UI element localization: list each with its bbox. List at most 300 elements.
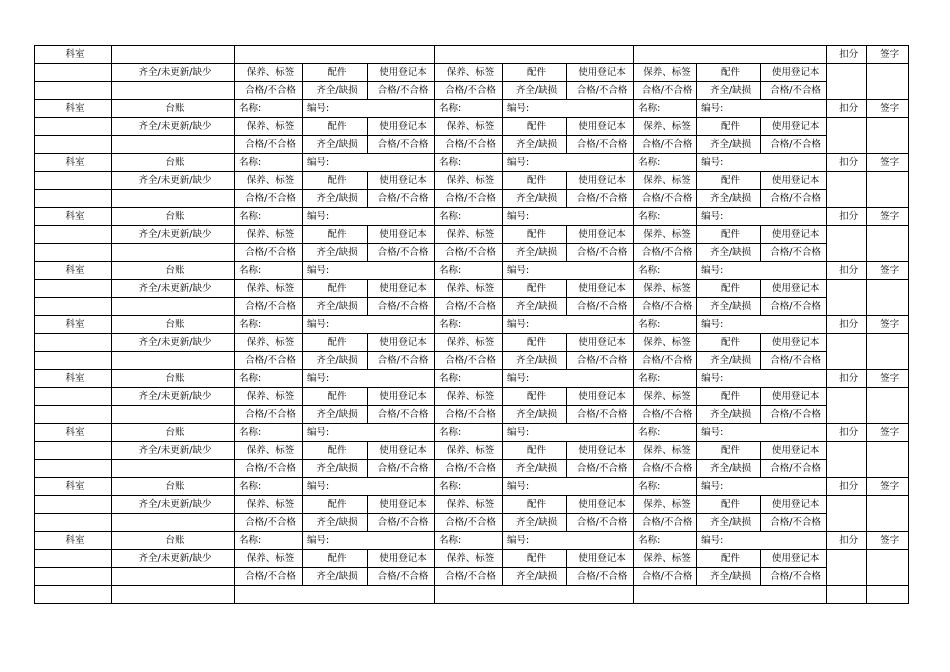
maintain-label: 保养、标签 (634, 442, 697, 460)
maintain-result-option: 合格/不合格 (435, 298, 503, 316)
parts-result-option: 齐全/缺损 (303, 352, 368, 370)
sign-label: 签字 (867, 370, 909, 388)
logbook-result-option: 合格/不合格 (761, 190, 827, 208)
equipment-name-label: 名称: (634, 100, 697, 118)
ledger-status-label: 齐全/未更新/缺少 (112, 550, 235, 568)
logbook-label: 使用登记本 (368, 118, 435, 136)
equipment-name-label: 名称: (634, 262, 697, 280)
inspection-result-row (35, 82, 909, 100)
maintain-result-option: 合格/不合格 (634, 190, 697, 208)
logbook-label: 使用登记本 (761, 550, 827, 568)
logbook-result-option: 合格/不合格 (567, 136, 634, 154)
equipment-name-label: 名称: (634, 316, 697, 334)
parts-label: 配件 (697, 118, 761, 136)
equipment-name-label: 名称: (235, 208, 303, 226)
empty-cell[interactable] (235, 586, 435, 604)
maintain-label: 保养、标签 (634, 496, 697, 514)
dept-label: 科室 (35, 100, 112, 118)
ledger-label: 台账 (112, 208, 235, 226)
parts-label: 配件 (303, 388, 368, 406)
equipment-number-label: 编号: (503, 316, 634, 334)
ledger-status-label: 齐全/未更新/缺少 (112, 226, 235, 244)
equipment-number-label: 编号: (303, 370, 435, 388)
equipment-number-label: 编号: (697, 154, 827, 172)
maintain-result-option: 合格/不合格 (634, 82, 697, 100)
ledger-status-spacer (112, 514, 235, 532)
inspection-result-row (35, 514, 909, 532)
sign-label: 签字 (867, 154, 909, 172)
logbook-result-option: 合格/不合格 (368, 568, 435, 586)
logbook-result-option: 合格/不合格 (761, 568, 827, 586)
dept-label: 科室 (35, 46, 112, 64)
logbook-result-option: 合格/不合格 (567, 406, 634, 424)
parts-label: 配件 (697, 172, 761, 190)
dept-spacer (35, 136, 112, 154)
maintain-label: 保养、标签 (634, 118, 697, 136)
dept-spacer (35, 514, 112, 532)
inspection-items-row (35, 118, 909, 136)
parts-result-option: 齐全/缺损 (303, 460, 368, 478)
sign-input[interactable] (867, 226, 909, 262)
dept-spacer (35, 280, 112, 298)
empty-cell[interactable] (35, 586, 112, 604)
parts-result-option: 齐全/缺损 (303, 514, 368, 532)
maintain-result-option: 合格/不合格 (435, 514, 503, 532)
dept-spacer (35, 190, 112, 208)
parts-result-option: 齐全/缺损 (303, 136, 368, 154)
deduct-input[interactable] (827, 334, 867, 370)
parts-label: 配件 (303, 496, 368, 514)
maintain-label: 保养、标签 (235, 118, 303, 136)
deduct-label: 扣分 (827, 46, 867, 64)
equipment-name-label: 名称: (235, 478, 303, 496)
maintain-label: 保养、标签 (435, 550, 503, 568)
ledger-status-label: 齐全/未更新/缺少 (112, 280, 235, 298)
equipment-number-label: 编号: (697, 208, 827, 226)
maintain-result-option: 合格/不合格 (435, 244, 503, 262)
inspection-result-row (35, 190, 909, 208)
dept-spacer (35, 82, 112, 100)
logbook-result-option: 合格/不合格 (368, 298, 435, 316)
parts-label: 配件 (503, 226, 567, 244)
maintain-result-option: 合格/不合格 (435, 406, 503, 424)
maintain-label: 保养、标签 (435, 226, 503, 244)
inspection-result-row (35, 460, 909, 478)
maintain-result-option: 合格/不合格 (235, 406, 303, 424)
inspection-items-row (35, 496, 909, 514)
equipment-number-label: 编号: (697, 262, 827, 280)
empty-cell[interactable] (435, 586, 634, 604)
maintain-result-option: 合格/不合格 (235, 298, 303, 316)
deduct-input[interactable] (827, 388, 867, 424)
parts-result-option: 齐全/缺损 (697, 514, 761, 532)
sign-label: 签字 (867, 478, 909, 496)
dept-spacer (35, 406, 112, 424)
equipment-header-cell[interactable] (235, 46, 435, 64)
ledger-status-spacer (112, 460, 235, 478)
sign-label: 签字 (867, 46, 909, 64)
maintain-label: 保养、标签 (235, 442, 303, 460)
inspection-result-row (35, 298, 909, 316)
maintain-result-option: 合格/不合格 (235, 190, 303, 208)
maintain-label: 保养、标签 (435, 334, 503, 352)
inspection-items-row (35, 64, 909, 82)
equipment-number-label: 编号: (503, 154, 634, 172)
equipment-name-label: 名称: (634, 532, 697, 550)
deduct-input[interactable] (827, 64, 867, 100)
logbook-result-option: 合格/不合格 (761, 82, 827, 100)
dept-spacer (35, 64, 112, 82)
dept-spacer (35, 442, 112, 460)
maintain-result-option: 合格/不合格 (235, 568, 303, 586)
dept-header-row (35, 262, 909, 280)
ledger-label: 台账 (112, 100, 235, 118)
dept-spacer (35, 298, 112, 316)
dept-header-row (35, 316, 909, 334)
equipment-number-label: 编号: (503, 424, 634, 442)
logbook-result-option: 合格/不合格 (761, 298, 827, 316)
equipment-number-label: 编号: (503, 478, 634, 496)
parts-result-option: 齐全/缺损 (503, 244, 567, 262)
ledger-value-cell[interactable] (112, 46, 235, 64)
parts-result-option: 齐全/缺损 (303, 406, 368, 424)
maintain-result-option: 合格/不合格 (634, 352, 697, 370)
maintain-label: 保养、标签 (235, 550, 303, 568)
logbook-label: 使用登记本 (761, 118, 827, 136)
maintain-label: 保养、标签 (634, 280, 697, 298)
equipment-number-label: 编号: (303, 478, 435, 496)
equipment-number-label: 编号: (503, 262, 634, 280)
logbook-label: 使用登记本 (761, 172, 827, 190)
sign-input[interactable] (867, 280, 909, 316)
maintain-label: 保养、标签 (634, 64, 697, 82)
deduct-input[interactable] (827, 442, 867, 478)
dept-spacer (35, 352, 112, 370)
dept-spacer (35, 388, 112, 406)
ledger-label: 台账 (112, 424, 235, 442)
maintain-result-option: 合格/不合格 (235, 136, 303, 154)
parts-result-option: 齐全/缺损 (503, 136, 567, 154)
maintain-result-option: 合格/不合格 (435, 568, 503, 586)
logbook-label: 使用登记本 (368, 550, 435, 568)
deduct-label: 扣分 (827, 208, 867, 226)
logbook-label: 使用登记本 (368, 226, 435, 244)
logbook-result-option: 合格/不合格 (567, 298, 634, 316)
equipment-number-label: 编号: (303, 100, 435, 118)
maintain-label: 保养、标签 (435, 442, 503, 460)
parts-result-option: 齐全/缺损 (697, 190, 761, 208)
dept-header-row (35, 370, 909, 388)
maintain-result-option: 合格/不合格 (634, 244, 697, 262)
equipment-name-label: 名称: (435, 208, 503, 226)
sign-input[interactable] (867, 442, 909, 478)
maintain-label: 保养、标签 (435, 280, 503, 298)
ledger-status-label: 齐全/未更新/缺少 (112, 496, 235, 514)
deduct-label: 扣分 (827, 154, 867, 172)
maintain-label: 保养、标签 (235, 172, 303, 190)
inspection-result-row (35, 406, 909, 424)
deduct-input[interactable] (827, 172, 867, 208)
logbook-label: 使用登记本 (761, 226, 827, 244)
equipment-name-label: 名称: (235, 424, 303, 442)
dept-spacer (35, 496, 112, 514)
dept-spacer (35, 334, 112, 352)
parts-label: 配件 (303, 280, 368, 298)
dept-header-row (35, 154, 909, 172)
equipment-name-label: 名称: (435, 424, 503, 442)
parts-label: 配件 (503, 172, 567, 190)
maintain-label: 保养、标签 (235, 496, 303, 514)
sign-input[interactable] (867, 388, 909, 424)
sign-input[interactable] (867, 118, 909, 154)
logbook-result-option: 合格/不合格 (761, 244, 827, 262)
inspection-items-row (35, 172, 909, 190)
ledger-status-spacer (112, 82, 235, 100)
parts-label: 配件 (503, 64, 567, 82)
dept-label: 科室 (35, 424, 112, 442)
inspection-result-row (35, 568, 909, 586)
dept-spacer (35, 568, 112, 586)
parts-label: 配件 (503, 118, 567, 136)
equipment-name-label: 名称: (435, 154, 503, 172)
parts-result-option: 齐全/缺损 (303, 190, 368, 208)
parts-result-option: 齐全/缺损 (697, 460, 761, 478)
ledger-status-spacer (112, 352, 235, 370)
maintain-result-option: 合格/不合格 (235, 352, 303, 370)
logbook-label: 使用登记本 (761, 64, 827, 82)
inspection-items-row (35, 334, 909, 352)
deduct-input[interactable] (827, 550, 867, 586)
sign-label: 签字 (867, 262, 909, 280)
parts-label: 配件 (697, 496, 761, 514)
inspection-form-table (34, 45, 909, 604)
ledger-status-spacer (112, 406, 235, 424)
dept-header-row (35, 208, 909, 226)
equipment-name-label: 名称: (235, 154, 303, 172)
logbook-result-option: 合格/不合格 (761, 136, 827, 154)
deduct-label: 扣分 (827, 370, 867, 388)
logbook-label: 使用登记本 (567, 226, 634, 244)
equipment-name-label: 名称: (435, 478, 503, 496)
dept-label: 科室 (35, 154, 112, 172)
equipment-number-label: 编号: (303, 316, 435, 334)
parts-result-option: 齐全/缺损 (697, 136, 761, 154)
logbook-label: 使用登记本 (368, 64, 435, 82)
sign-label: 签字 (867, 208, 909, 226)
equipment-number-label: 编号: (303, 262, 435, 280)
logbook-result-option: 合格/不合格 (368, 190, 435, 208)
maintain-label: 保养、标签 (235, 388, 303, 406)
maintain-result-option: 合格/不合格 (634, 136, 697, 154)
dept-label: 科室 (35, 370, 112, 388)
logbook-label: 使用登记本 (761, 280, 827, 298)
deduct-input[interactable] (827, 280, 867, 316)
parts-result-option: 齐全/缺损 (697, 244, 761, 262)
parts-label: 配件 (503, 388, 567, 406)
maintain-result-option: 合格/不合格 (634, 460, 697, 478)
logbook-result-option: 合格/不合格 (567, 514, 634, 532)
dept-header-row (35, 532, 909, 550)
deduct-input[interactable] (827, 118, 867, 154)
maintain-label: 保养、标签 (435, 118, 503, 136)
sign-input[interactable] (867, 334, 909, 370)
equipment-header-cell[interactable] (634, 46, 827, 64)
maintain-label: 保养、标签 (235, 226, 303, 244)
dept-label: 科室 (35, 262, 112, 280)
parts-label: 配件 (503, 334, 567, 352)
empty-cell[interactable] (634, 586, 827, 604)
equipment-number-label: 编号: (697, 100, 827, 118)
maintain-label: 保养、标签 (634, 226, 697, 244)
maintain-result-option: 合格/不合格 (235, 514, 303, 532)
logbook-label: 使用登记本 (567, 550, 634, 568)
logbook-label: 使用登记本 (567, 388, 634, 406)
parts-result-option: 齐全/缺损 (503, 298, 567, 316)
parts-result-option: 齐全/缺损 (503, 352, 567, 370)
maintain-result-option: 合格/不合格 (235, 244, 303, 262)
empty-cell[interactable] (867, 586, 909, 604)
maintain-label: 保养、标签 (435, 172, 503, 190)
equipment-number-label: 编号: (503, 208, 634, 226)
logbook-result-option: 合格/不合格 (567, 244, 634, 262)
dept-spacer (35, 460, 112, 478)
equipment-number-label: 编号: (697, 532, 827, 550)
parts-result-option: 齐全/缺损 (503, 568, 567, 586)
logbook-label: 使用登记本 (567, 64, 634, 82)
equipment-number-label: 编号: (697, 478, 827, 496)
deduct-input[interactable] (827, 226, 867, 262)
parts-label: 配件 (303, 226, 368, 244)
parts-result-option: 齐全/缺损 (503, 460, 567, 478)
parts-label: 配件 (697, 334, 761, 352)
logbook-label: 使用登记本 (761, 442, 827, 460)
equipment-number-label: 编号: (303, 424, 435, 442)
maintain-result-option: 合格/不合格 (435, 190, 503, 208)
deduct-label: 扣分 (827, 478, 867, 496)
logbook-label: 使用登记本 (761, 388, 827, 406)
equipment-name-label: 名称: (235, 532, 303, 550)
empty-cell[interactable] (827, 586, 867, 604)
dept-header-row (35, 478, 909, 496)
parts-label: 配件 (697, 442, 761, 460)
logbook-label: 使用登记本 (567, 334, 634, 352)
logbook-result-option: 合格/不合格 (368, 460, 435, 478)
dept-header-row (35, 424, 909, 442)
sign-input[interactable] (867, 550, 909, 586)
equipment-name-label: 名称: (634, 424, 697, 442)
maintain-label: 保养、标签 (235, 334, 303, 352)
parts-result-option: 齐全/缺损 (503, 190, 567, 208)
logbook-label: 使用登记本 (368, 442, 435, 460)
logbook-label: 使用登记本 (567, 118, 634, 136)
equipment-number-label: 编号: (303, 208, 435, 226)
sign-label: 签字 (867, 100, 909, 118)
equipment-number-label: 编号: (697, 424, 827, 442)
logbook-result-option: 合格/不合格 (761, 460, 827, 478)
empty-cell[interactable] (112, 586, 235, 604)
parts-label: 配件 (303, 64, 368, 82)
deduct-label: 扣分 (827, 262, 867, 280)
maintain-result-option: 合格/不合格 (235, 82, 303, 100)
equipment-name-label: 名称: (235, 316, 303, 334)
parts-result-option: 齐全/缺损 (503, 82, 567, 100)
logbook-label: 使用登记本 (368, 280, 435, 298)
maintain-label: 保养、标签 (235, 280, 303, 298)
inspection-items-row (35, 388, 909, 406)
parts-label: 配件 (503, 550, 567, 568)
equipment-number-label: 编号: (503, 532, 634, 550)
maintain-result-option: 合格/不合格 (435, 136, 503, 154)
inspection-items-row (35, 550, 909, 568)
dept-header-row (35, 100, 909, 118)
sign-input[interactable] (867, 64, 909, 100)
logbook-result-option: 合格/不合格 (761, 514, 827, 532)
ledger-label: 台账 (112, 478, 235, 496)
logbook-result-option: 合格/不合格 (567, 82, 634, 100)
parts-result-option: 齐全/缺损 (697, 298, 761, 316)
parts-label: 配件 (503, 280, 567, 298)
deduct-label: 扣分 (827, 316, 867, 334)
ledger-status-spacer (112, 136, 235, 154)
equipment-header-cell[interactable] (435, 46, 634, 64)
dept-spacer (35, 244, 112, 262)
parts-result-option: 齐全/缺损 (697, 568, 761, 586)
logbook-result-option: 合格/不合格 (761, 352, 827, 370)
logbook-result-option: 合格/不合格 (368, 136, 435, 154)
parts-result-option: 齐全/缺损 (303, 82, 368, 100)
parts-result-option: 齐全/缺损 (303, 298, 368, 316)
ledger-status-label: 齐全/未更新/缺少 (112, 172, 235, 190)
parts-label: 配件 (303, 334, 368, 352)
ledger-status-spacer (112, 244, 235, 262)
logbook-label: 使用登记本 (368, 388, 435, 406)
equipment-name-label: 名称: (435, 370, 503, 388)
equipment-name-label: 名称: (235, 100, 303, 118)
ledger-label: 台账 (112, 316, 235, 334)
logbook-label: 使用登记本 (567, 496, 634, 514)
inspection-items-row (35, 226, 909, 244)
deduct-label: 扣分 (827, 424, 867, 442)
ledger-status-label: 齐全/未更新/缺少 (112, 442, 235, 460)
equipment-name-label: 名称: (435, 100, 503, 118)
maintain-label: 保养、标签 (435, 64, 503, 82)
equipment-number-label: 编号: (303, 154, 435, 172)
parts-label: 配件 (697, 388, 761, 406)
logbook-result-option: 合格/不合格 (761, 406, 827, 424)
equipment-name-label: 名称: (235, 262, 303, 280)
parts-result-option: 齐全/缺损 (303, 568, 368, 586)
dept-label: 科室 (35, 208, 112, 226)
deduct-input[interactable] (827, 496, 867, 532)
logbook-result-option: 合格/不合格 (368, 514, 435, 532)
inspection-result-row (35, 244, 909, 262)
logbook-result-option: 合格/不合格 (567, 568, 634, 586)
equipment-number-label: 编号: (503, 370, 634, 388)
equipment-number-label: 编号: (503, 100, 634, 118)
sign-label: 签字 (867, 316, 909, 334)
maintain-result-option: 合格/不合格 (634, 406, 697, 424)
sign-input[interactable] (867, 496, 909, 532)
inspection-items-row (35, 442, 909, 460)
logbook-result-option: 合格/不合格 (567, 352, 634, 370)
inspection-items-row (35, 280, 909, 298)
logbook-label: 使用登记本 (761, 334, 827, 352)
logbook-label: 使用登记本 (368, 334, 435, 352)
parts-label: 配件 (303, 172, 368, 190)
logbook-result-option: 合格/不合格 (368, 406, 435, 424)
sign-input[interactable] (867, 172, 909, 208)
inspection-result-row (35, 352, 909, 370)
